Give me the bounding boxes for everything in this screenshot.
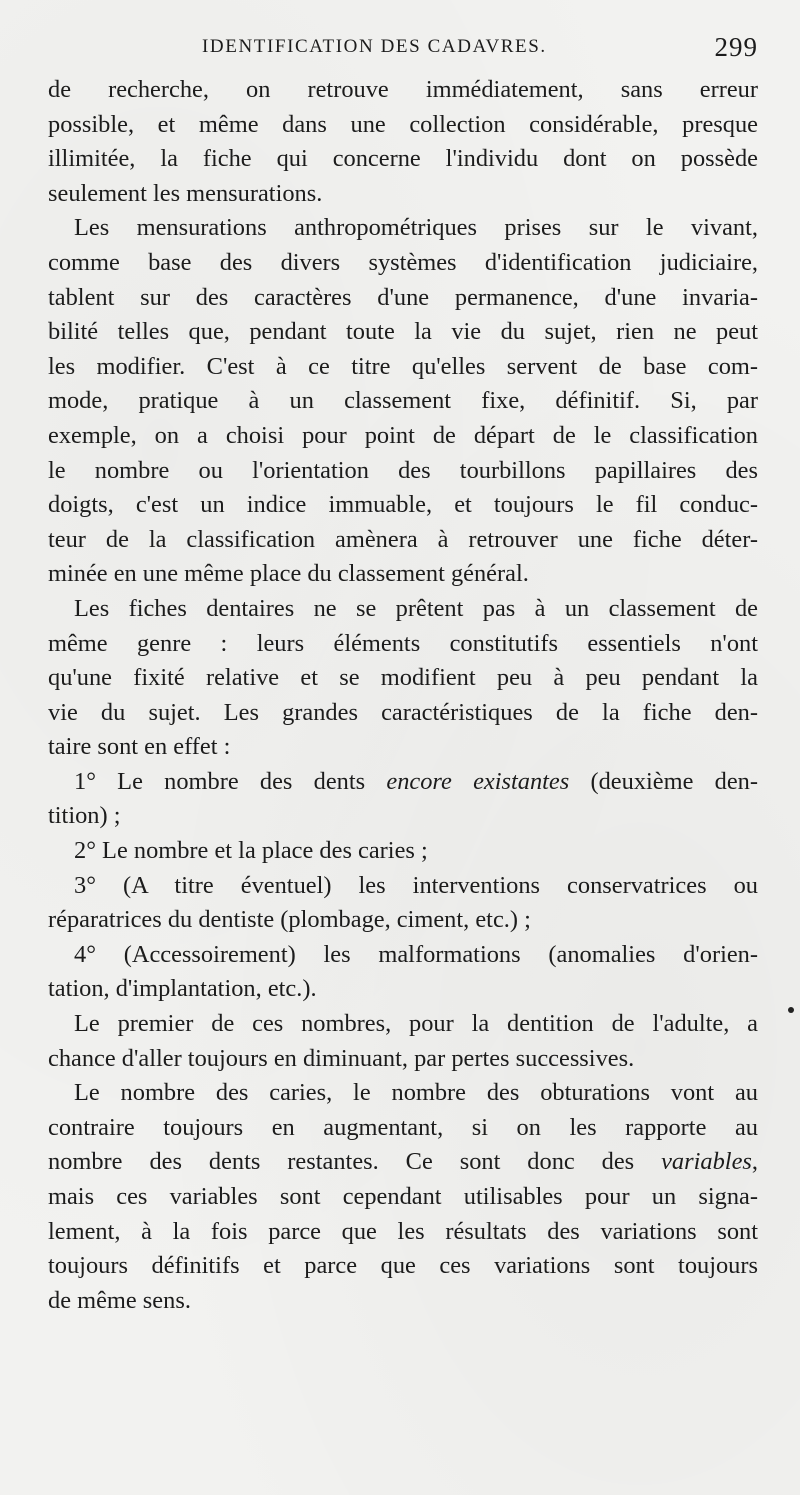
text-line: minée en une même place du classement général.	[48, 560, 529, 588]
text-line: toujours définitifs et parce que ces variations sont toujours	[48, 1252, 758, 1280]
text-line: bilité telles que, pendant toute la vie du sujet, rien ne peut	[48, 318, 758, 346]
text-line	[48, 1145, 758, 1180]
italic-phrase: encore existantes	[386, 767, 570, 795]
text-line: Le premier de ces nombres, pour la dentition de l'adulte, a	[74, 1010, 758, 1038]
text-line: les modifier. C'est à ce titre qu'elles servent de base com-	[48, 352, 758, 380]
text-line: seulement les mensurations.	[48, 179, 323, 207]
text-line: exemple, on a choisi pour point de départ de le classification	[48, 421, 758, 449]
text-line: taire sont en effet :	[48, 733, 231, 761]
text-line: lement, à la fois parce que les résultats des variations sont	[48, 1217, 758, 1245]
text-segment: 1° Le nombre des dents	[74, 767, 387, 795]
text-line: Les fiches dentaires ne se prêtent pas à un classement de	[74, 594, 758, 622]
text-line: mode, pratique à un classement fixe, définitif. Si, par	[48, 387, 758, 415]
text-line: illimitée, la fiche qui concerne l'individu dont on possède	[48, 145, 758, 173]
list-item-4: 4° (Accessoirement) les malformations (anomalies d'orien-	[74, 940, 758, 968]
text-segment: (deuxième den-	[569, 767, 758, 795]
text-line: de même sens.	[48, 1286, 191, 1314]
text-line: Les mensurations anthropométriques prises sur le vivant,	[74, 214, 758, 242]
text-line: de recherche, on retrouve immédiatement, sans erreur	[48, 76, 758, 103]
text-line: le nombre ou l'orientation des tourbillons papillaires des	[48, 456, 758, 484]
text-line: contraire toujours en augmentant, si on les rapporte au	[48, 1113, 758, 1141]
list-item-3: 3° (A titre éventuel) les interventions conservatrices ou	[74, 871, 758, 899]
page-number: 299	[714, 32, 758, 62]
text-line: tation, d'implantation, etc.).	[48, 975, 317, 1003]
text-line: Le nombre des caries, le nombre des obturations vont au	[74, 1079, 758, 1107]
text-line: tablent sur des caractères d'une permanence, d'une invaria-	[48, 283, 758, 311]
body-text	[48, 73, 758, 1318]
list-item-2: 2° Le nombre et la place des caries ;	[74, 837, 428, 865]
running-head	[48, 32, 758, 68]
text-line: qu'une fixité relative et se modifient peu à peu pendant la	[48, 664, 758, 692]
text-segment: nombre des dents restantes. Ce sont donc des	[48, 1148, 662, 1176]
text-segment: ,	[751, 1148, 758, 1176]
list-item-1	[48, 765, 758, 800]
running-title: IDENTIFICATION DES CADAVRES.	[202, 36, 547, 57]
text-line: possible, et même dans une collection considérable, presque	[48, 110, 758, 138]
text-line: réparatrices du dentiste (plombage, ciment, etc.) ;	[48, 906, 531, 934]
text-line: mais ces variables sont cependant utilisables pour un signa-	[48, 1183, 758, 1210]
text-line: tition) ;	[48, 802, 121, 830]
text-line: doigts, c'est un indice immuable, et toujours le fil conduc-	[48, 491, 758, 519]
text-line: même genre : leurs éléments constitutifs essentiels n'ont	[48, 629, 758, 657]
text-line: vie du sujet. Les grandes caractéristiques de la fiche den-	[48, 698, 758, 726]
text-line: teur de la classification amènera à retrouver une fiche déter-	[48, 525, 758, 553]
ink-speck	[788, 1007, 794, 1013]
text-line: comme base des divers systèmes d'identification judiciaire,	[48, 248, 758, 276]
italic-word: variables	[661, 1148, 752, 1176]
text-line: chance d'aller toujours en diminuant, par pertes successives.	[48, 1044, 635, 1072]
